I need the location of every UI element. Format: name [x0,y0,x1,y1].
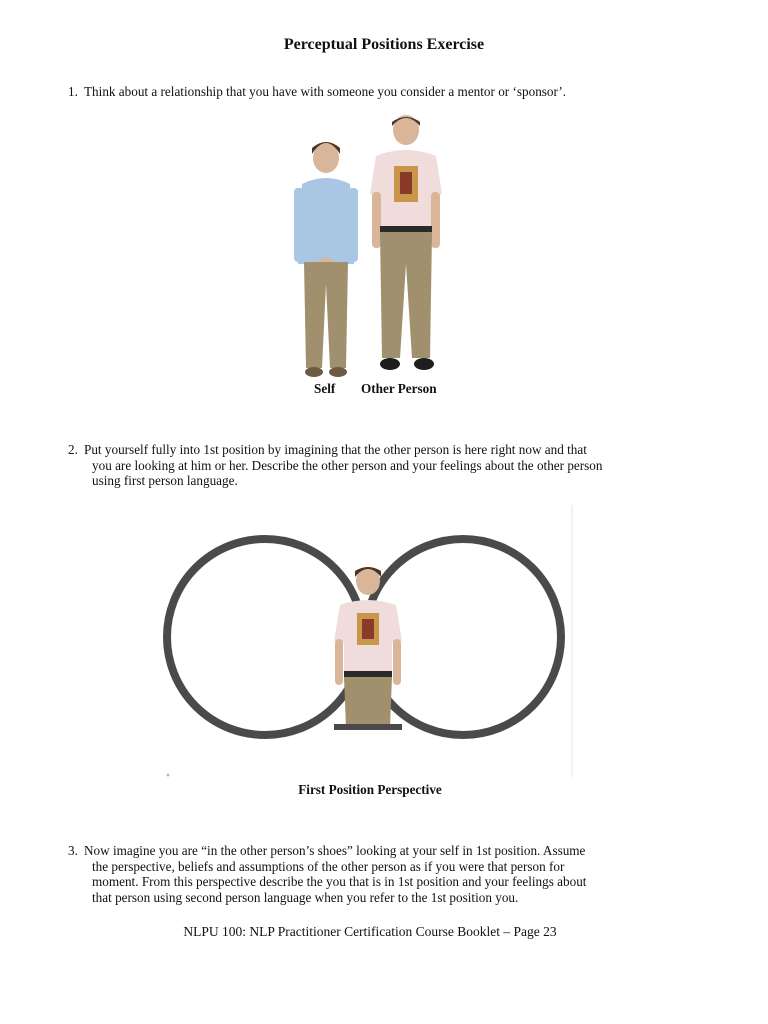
step-2-line-3: using first person language. [92,473,238,488]
exercise-step-3 [68,843,586,905]
exercise-step-2 [68,442,603,489]
step-2-line-2: you are looking at him or her. Describe the other person and your feelings about the other person [92,457,603,473]
caption-other-person: Other Person [361,381,437,396]
exercise-step-1 [68,84,566,100]
self-and-other-person-photo [286,114,456,380]
caption-first-position: First Position Perspective [298,782,442,797]
step-1-text: Think about a relationship that you have with someone you consider a mentor or ‘sponsor’. [84,84,567,99]
page-title: Perceptual Positions Exercise [283,36,485,53]
step-3-line-1: Now imagine you are “in the other person’s shoes” looking at your self in 1st position. Assume [84,843,586,858]
self-figure [294,142,358,377]
first-position-diagram [160,505,580,785]
page-footer: NLPU 100: NLP Practitioner Certification Course Booklet – Page 23 [183,924,557,939]
step-3-line-2: the perspective, beliefs and assumptions of the other person as if you were that person for [92,858,565,874]
step-3-line-4: that person using second person language when you refer to the 1st position you. [92,889,519,905]
step-3-line-3: moment. From this perspective describe the you that is in 1st position and your feelings about [92,874,587,889]
caption-self: Self [314,381,336,396]
step-number: 3. [68,843,78,858]
other-person-figure [370,115,442,370]
step-number: 1. [68,84,78,99]
step-number: 2. [68,442,78,457]
left-circle [167,539,363,735]
step-2-line-1: Put yourself fully into 1st position by imagining that the other person is here right now and that [84,442,587,457]
